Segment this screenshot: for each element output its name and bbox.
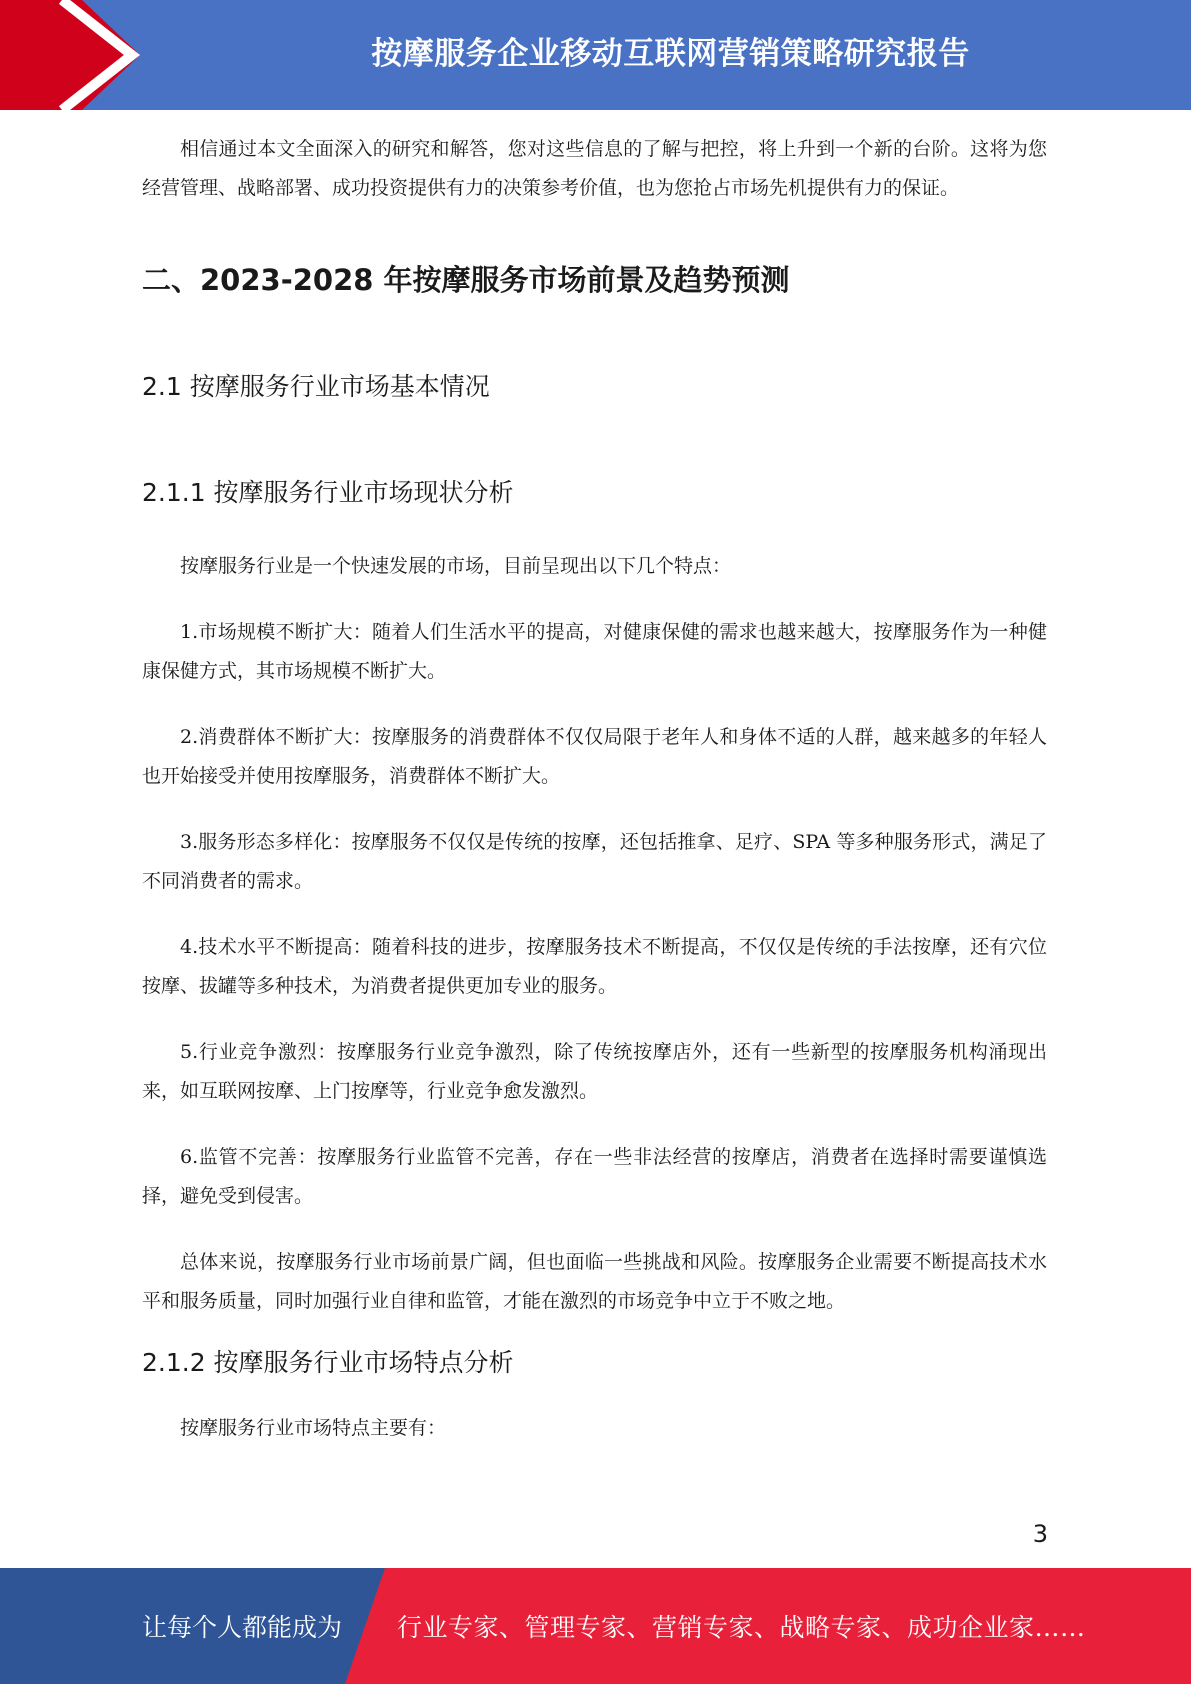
page-content xyxy=(142,130,1047,1448)
list-item: 2.消费群体不断扩大：按摩服务的消费群体不仅仅局限于老年人和身体不适的人群，越来越多的年轻人也开始接受并使用按摩服务，消费群体不断扩大。 xyxy=(142,726,1047,787)
lead-paragraph-2: 按摩服务行业市场特点主要有： xyxy=(180,1417,447,1439)
page-number: 3 xyxy=(1032,1520,1048,1548)
list-item: 6.监管不完善：按摩服务行业监管不完善，存在一些非法经营的按摩店，消费者在选择时需要谨慎选择，避免受到侵害。 xyxy=(142,1146,1047,1207)
list-item: 3.服务形态多样化：按摩服务不仅仅是传统的按摩，还包括推拿、足疗、SPA 等多种服务形式，满足了不同消费者的需求。 xyxy=(142,831,1047,892)
summary-paragraph: 总体来说，按摩服务行业市场前景广阔，但也面临一些挑战和风险。按摩服务企业需要不断提高技术水平和服务质量，同时加强行业自律和监管，才能在激烈的市场竞争中立于不败之地。 xyxy=(142,1251,1047,1312)
footer-banner xyxy=(0,1568,1191,1684)
header-arrow-decoration xyxy=(0,0,160,110)
list-item: 5.行业竞争激烈：按摩服务行业竞争激烈，除了传统按摩店外，还有一些新型的按摩服务机构涌现出来，如互联网按摩、上门按摩等，行业竞争愈发激烈。 xyxy=(142,1041,1047,1102)
list-item: 1.市场规模不断扩大：随着人们生活水平的提高，对健康保健的需求也越来越大，按摩服务作为一种健康保健方式，其市场规模不断扩大。 xyxy=(142,621,1047,682)
subsection-heading-2-1-2: 2.1.2 按摩服务行业市场特点分析 xyxy=(142,1348,514,1377)
intro-paragraph: 相信通过本文全面深入的研究和解答，您对这些信息的了解与把控，将上升到一个新的台阶。这将为您经营管理、战略部署、成功投资提供有力的决策参考价值，也为您抢占市场先机提供有力的保证。 xyxy=(142,138,1047,199)
section-heading: 二、2023-2028 年按摩服务市场前景及趋势预测 xyxy=(142,263,790,297)
footer-slogan-right: 行业专家、管理专家、营销专家、战略专家、成功企业家…… xyxy=(397,1613,1086,1642)
header-banner xyxy=(0,0,1191,110)
report-title: 按摩服务企业移动互联网营销策略研究报告 xyxy=(371,35,970,72)
subsection-heading-2-1: 2.1 按摩服务行业市场基本情况 xyxy=(142,372,490,401)
subsection-heading-2-1-1: 2.1.1 按摩服务行业市场现状分析 xyxy=(142,478,514,507)
list-item: 4.技术水平不断提高：随着科技的进步，按摩服务技术不断提高，不仅仅是传统的手法按摩，还有穴位按摩、拔罐等多种技术，为消费者提供更加专业的服务。 xyxy=(142,936,1047,997)
footer-slogan-left: 让每个人都能成为 xyxy=(142,1613,343,1642)
lead-paragraph: 按摩服务行业是一个快速发展的市场，目前呈现出以下几个特点： xyxy=(180,555,732,577)
